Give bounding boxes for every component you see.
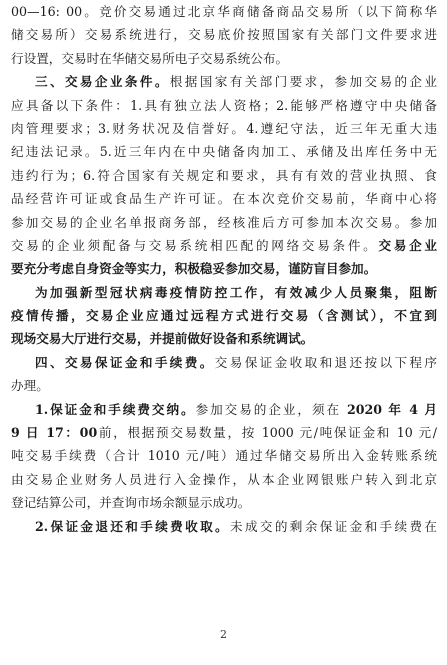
page-number: 2: [220, 628, 227, 641]
text-line: [11, 211, 437, 234]
text-segment: 参加交易的企业名单报商务部，经核准后方可参加本次交易。参加: [11, 214, 437, 230]
text-line: [11, 515, 437, 538]
text-segment: 应具备以下条件：1.具有独立法人资格；2.能够严格遵守中央储备: [11, 97, 437, 113]
bold-text-segment: 交易企业: [378, 237, 437, 253]
text-segment: 根据国家有关部门要求，参加交易的企业: [169, 74, 437, 90]
text-segment: 纪违法记录。5.近三年内在中央储备肉加工、承储及出库任务中无: [11, 144, 437, 160]
text-line: [11, 351, 437, 374]
text-line: [11, 281, 437, 304]
text-segment: 交易保证金收取和退还按以下程序: [214, 354, 437, 370]
text-line: [11, 70, 437, 93]
text-line: [11, 421, 437, 444]
text-segment: 行设置，交易时在华储交易所电子交易系统公布。: [11, 50, 289, 66]
text-line: [11, 140, 437, 163]
text-line: [11, 374, 437, 397]
text-line: [11, 117, 437, 140]
text-segment: 吨交易手续费（合计 1010 元/吨）通过华储交易所出入金转账系统: [11, 448, 437, 464]
text-line: [11, 491, 437, 514]
bold-text-segment: 现场交易大厅进行交易，并提前做好设备和系统调试。: [11, 331, 314, 347]
text-segment: 办理。: [11, 378, 49, 394]
text-line: [11, 47, 437, 70]
bold-text-segment: 2020 年 4 月: [347, 401, 437, 417]
text-segment: 00—16: 00。竞价交易通过北京华商储备商品交易所（以下简称华: [11, 4, 437, 19]
bold-text-segment: 疫情传播，交易企业应通过远程方式进行交易（含测试），不宜到: [11, 308, 437, 324]
text-segment: 品经营许可证或食品生产许可证。在本次竞价交易前，华商中心将: [11, 191, 437, 207]
text-line: [11, 304, 437, 327]
text-segment: 前，根据预交易数量，按 1000 元/吨保证金和 10 元/: [97, 425, 437, 441]
text-line: [11, 164, 437, 187]
bold-text-segment: 9 日 17：00: [11, 425, 98, 441]
bold-text-segment: 四、交易保证金和手续费。: [35, 354, 215, 370]
text-segment: 参加交易的企业，须在: [195, 401, 348, 417]
bold-text-segment: 为加强新型冠状病毒疫情防控工作，有效减少人员聚集，阻断: [35, 284, 437, 300]
text-segment: 违约行为；6.符合国家有关规定和要求，具有有效的营业执照、食: [11, 167, 437, 183]
text-line: [11, 468, 437, 491]
text-segment: 登记结算公司，并查询市场余额显示成功。: [11, 495, 251, 511]
text-line: [11, 327, 437, 350]
bold-text-segment: 要充分考虑自身资金等实力，积极稳妥参加交易，谨防盲目参加。: [11, 261, 377, 277]
text-segment: 肉管理要求；3.财务状况及信誉好。4.遵纪守法，近三年无重大违: [11, 120, 437, 136]
text-segment: 未成交的剩余保证金和手续费在: [229, 518, 437, 534]
document-body: [11, 0, 437, 538]
text-line: [11, 398, 437, 421]
text-line: [11, 23, 437, 46]
bold-text-segment: 1.保证金和手续费交纳。: [35, 401, 196, 417]
text-segment: 交易的企业须配备与交易系统相匹配的网络交易条件。: [11, 237, 379, 253]
bold-text-segment: 2.保证金退还和手续费收取。: [35, 518, 230, 534]
text-line: [11, 187, 437, 210]
text-line: [11, 444, 437, 467]
text-segment: 储交易所）交易系统进行，交易底价按照国家有关部门文件要求进: [11, 27, 437, 43]
text-line: [11, 234, 437, 257]
text-line: [11, 94, 437, 117]
text-line: [11, 257, 437, 280]
text-line: [11, 0, 437, 23]
text-segment: 由交易企业财务人员进行入金操作，从本企业网银账户转入到北京: [11, 471, 437, 487]
bold-text-segment: 三、交易企业条件。: [35, 74, 170, 90]
